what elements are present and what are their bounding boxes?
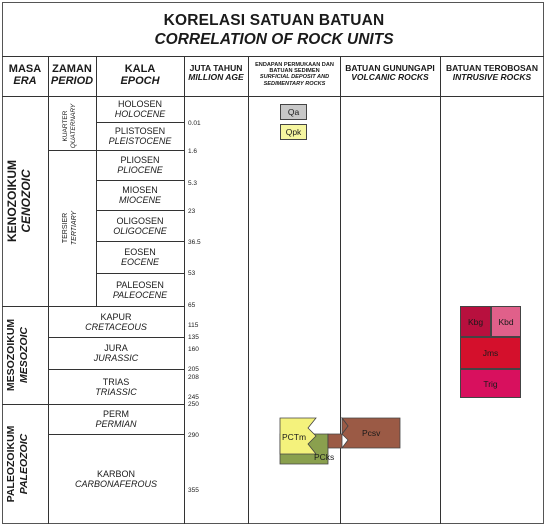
epoch-miocene: MIOSEN MIOCENE	[118, 185, 161, 205]
unit-jms: Jms	[460, 337, 521, 369]
header-surficial: ENDAPAN PERMUKAAN DAN BATUAN SEDIMEN SURFICIAL DEPOSIT AND SEDIMENTARY ROCKS	[255, 62, 334, 87]
header-era: MASA ERA	[8, 63, 42, 87]
age-label: 250	[188, 401, 199, 408]
period-jurassic: JURA JURASSIC	[93, 343, 139, 363]
header-volcanic: BATUAN GUNUNGAPI VOLCANIC ROCKS	[345, 63, 435, 83]
age-label: 23	[188, 208, 196, 215]
unit-kbg: Kbg	[460, 306, 491, 337]
age-label: 36.5	[188, 239, 201, 246]
epoch-holocene: HOLOSEN HOLOCENE	[114, 99, 166, 119]
period-quaternary: KUARTER QUATERNARY	[62, 103, 77, 149]
surficial-column-divider	[248, 56, 249, 524]
unit-pcsv: Pcsv	[362, 428, 381, 438]
unit-pctm: PCTm	[282, 432, 307, 442]
unit-qpk: Qpk	[280, 124, 307, 140]
age-label: 205	[188, 366, 199, 373]
age-label: 53	[188, 270, 196, 277]
epoch-eocene: EOSEN EOCENE	[120, 247, 159, 267]
intrusive-column-divider	[440, 56, 441, 524]
period-triassic: TRIAS TRIASSIC	[95, 376, 137, 397]
era-cenozoic: KENOZOIKUM CENOZOIC	[5, 160, 33, 242]
title-indonesian: KORELASI SATUAN BATUAN	[163, 12, 385, 29]
age-label: 5.3	[188, 180, 198, 187]
unit-kbd: Kbd	[491, 306, 521, 337]
age-label: 0.01	[188, 120, 201, 127]
header-top-line	[2, 56, 544, 57]
period-tertiary: TERSIER TERTIARY	[62, 210, 78, 246]
title-english: CORRELATION OF ROCK UNITS	[154, 31, 394, 48]
unit-trig: Trig	[460, 369, 521, 398]
epoch-paleocene: PALEOSEN PALEOCENE	[112, 279, 168, 300]
header-epoch: KALA EPOCH	[120, 63, 160, 87]
unit-pcks: PCks	[314, 452, 335, 462]
epoch-oligocene: OLIGOSEN OLIGOCENE	[113, 215, 167, 236]
age-label: 1.6	[188, 148, 198, 155]
age-label: 208	[188, 374, 199, 381]
age-column-divider	[184, 56, 185, 524]
period-carboniferous: KARBON CARBONAFEROUS	[74, 469, 157, 489]
age-label: 290	[188, 432, 199, 439]
header-intrusive: BATUAN TEROBOSAN INTRUSIVE ROCKS	[446, 63, 538, 83]
period-cretaceous: KAPUR CRETACEOUS	[85, 311, 147, 332]
header-age: JUTA TAHUN MILLION AGE	[188, 63, 244, 83]
age-label: 245	[188, 394, 199, 401]
era-mesozoic: MESOZOIKUM MESOZOIC	[5, 318, 30, 392]
epoch-pliocene: PLIOSEN PLIOCENE	[117, 155, 163, 175]
age-label: 355	[188, 487, 199, 494]
age-label: 115	[188, 322, 199, 329]
header-period: ZAMAN PERIOD	[50, 63, 94, 87]
period-permian: PERM PERMIAN	[95, 409, 137, 429]
age-label: 135	[188, 334, 199, 341]
era-paleozoic: PALEOZOIKUM PALEOZOIC	[5, 425, 30, 503]
age-label: 65	[188, 302, 196, 309]
epoch-pleistocene: PLISTOSEN PLEISTOCENE	[108, 126, 172, 146]
age-label: 160	[188, 346, 199, 353]
unit-qa: Qa	[280, 104, 307, 120]
header-bottom-line	[2, 96, 544, 97]
